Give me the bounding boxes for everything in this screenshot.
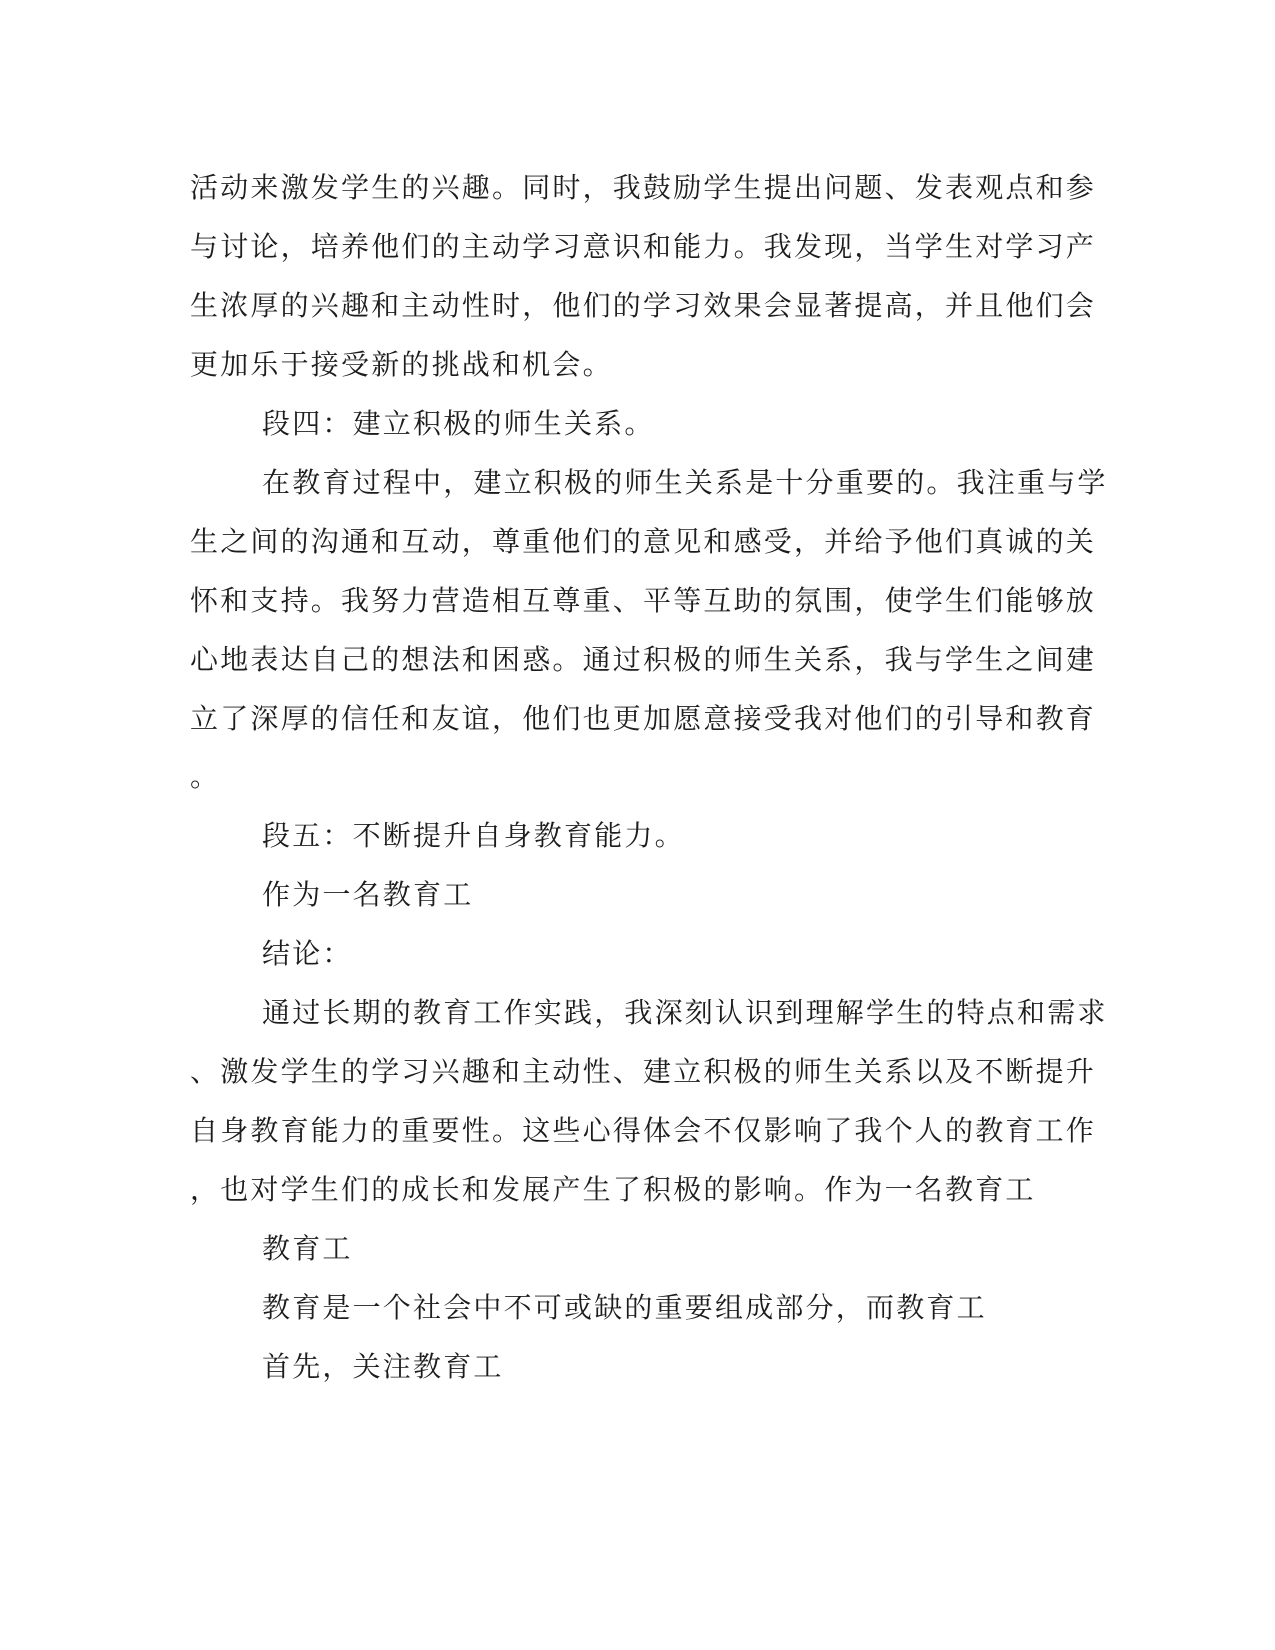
section-heading-5: 段五：不断提升自身教育能力。: [262, 819, 685, 852]
body-text-line: 教育工: [262, 1232, 353, 1265]
conclusion-heading: 结论：: [262, 937, 353, 970]
body-text-line: 。: [190, 760, 221, 793]
body-text-line: 怀和支持。我努力营造相互尊重、平等互助的氛围，使学生们能够放: [190, 584, 1097, 617]
body-text-line: 生之间的沟通和互动，尊重他们的意见和感受，并给予他们真诚的关: [190, 525, 1097, 558]
body-text-line: 自身教育能力的重要性。这些心得体会不仅影响了我个人的教育工作: [190, 1114, 1097, 1147]
body-text-line: 首先，关注教育工: [262, 1350, 504, 1383]
body-text-line: 与讨论，培养他们的主动学习意识和能力。我发现，当学生对学习产: [190, 230, 1097, 263]
body-text-line: 、激发学生的学习兴趣和主动性、建立积极的师生关系以及不断提升: [190, 1055, 1097, 1088]
section-heading-4: 段四：建立积极的师生关系。: [262, 407, 655, 440]
body-text-line: 教育是一个社会中不可或缺的重要组成部分，而教育工: [262, 1291, 987, 1324]
body-text-line: 更加乐于接受新的挑战和机会。: [190, 348, 613, 381]
body-text-line: 心地表达自己的想法和困惑。通过积极的师生关系，我与学生之间建: [190, 643, 1097, 676]
body-text-line: 作为一名教育工: [262, 878, 474, 911]
body-text-line: 立了深厚的信任和友谊，他们也更加愿意接受我对他们的引导和教育: [190, 702, 1097, 735]
body-text-line: ，也对学生们的成长和发展产生了积极的影响。作为一名教育工: [190, 1173, 1036, 1206]
body-text-line: 在教育过程中，建立积极的师生关系是十分重要的。我注重与学: [262, 466, 1108, 499]
body-text-line: 生浓厚的兴趣和主动性时，他们的学习效果会显著提高，并且他们会: [190, 289, 1097, 322]
body-text-line: 通过长期的教育工作实践，我深刻认识到理解学生的特点和需求: [262, 996, 1108, 1029]
body-text-line: 活动来激发学生的兴趣。同时，我鼓励学生提出问题、发表观点和参: [190, 171, 1097, 204]
